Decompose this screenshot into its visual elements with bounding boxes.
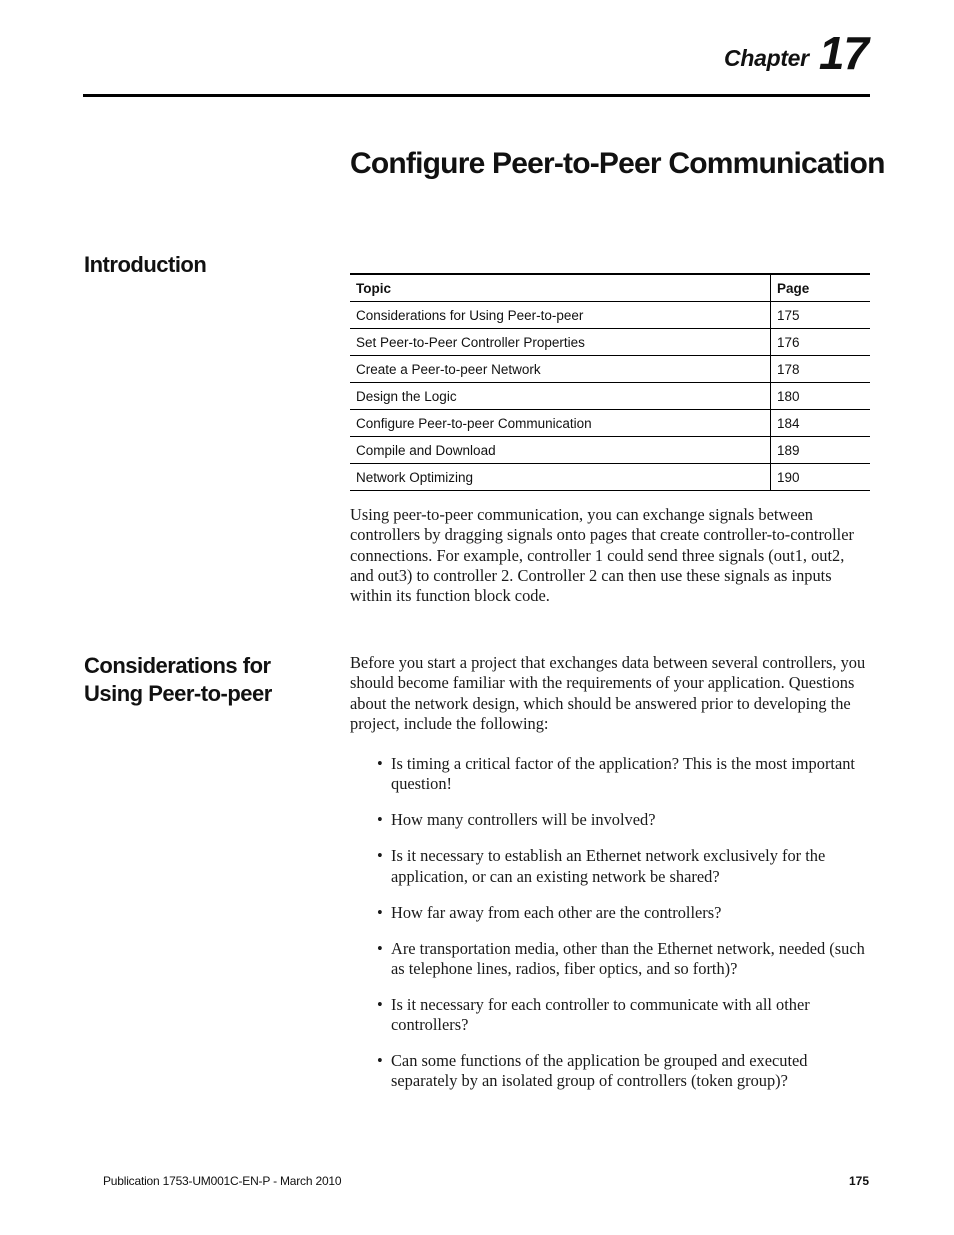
page-cell: 175	[771, 302, 871, 329]
page-title: Configure Peer-to-Peer Communication	[350, 147, 885, 180]
chapter-header	[724, 27, 868, 79]
section-heading-considerations: Considerations for Using Peer-to-peer	[84, 653, 272, 706]
table-row	[350, 437, 870, 464]
considerations-list	[377, 754, 869, 1107]
list-item	[377, 1051, 869, 1092]
page-cell: 184	[771, 410, 871, 437]
list-item	[377, 754, 869, 795]
list-item-text: Can some functions of the application be grouped and executed separately by an isolated group of controllers (token group)?	[391, 1051, 808, 1091]
topic-cell: Network Optimizing	[350, 464, 771, 491]
list-item-text: Is it necessary for each controller to communicate with all other controllers?	[391, 994, 810, 1035]
bullet-glyph: •	[377, 846, 383, 866]
page-cell: 190	[771, 464, 871, 491]
list-item	[377, 903, 869, 923]
topic-table	[350, 273, 870, 491]
page-cell: 178	[771, 356, 871, 383]
intro-paragraph: Using peer-to-peer communication, you can exchange signals between controllers by dragging signals onto pages that create controller-to-controller connections. For example, controller 1 could send three signals (out1, out2, and out3) to controller 2. Controller 2 can then use these signals as inputs within its function block code.	[350, 505, 854, 606]
table-row	[350, 464, 870, 491]
footer-page-number: 175	[848, 1174, 869, 1188]
table-row	[350, 410, 870, 437]
list-item-text: Is timing a critical factor of the application? This is the most important question!	[391, 754, 855, 794]
footer-publication: Publication 1753-UM001C-EN-P - March 2010	[103, 1174, 342, 1188]
list-item	[377, 810, 869, 830]
topic-cell: Configure Peer-to-peer Communication	[350, 410, 771, 437]
table-header-row	[350, 274, 870, 302]
topic-cell: Design the Logic	[350, 383, 771, 410]
table-row	[350, 383, 870, 410]
page-cell: 189	[771, 437, 871, 464]
list-item	[377, 846, 869, 887]
bullet-glyph: •	[377, 754, 383, 773]
bullet-glyph: •	[377, 1051, 383, 1071]
topic-cell: Set Peer-to-Peer Controller Properties	[350, 329, 771, 356]
table-row	[350, 302, 870, 329]
list-item	[377, 939, 869, 980]
list-item-text: How many controllers will be involved?	[391, 810, 656, 830]
list-item	[377, 995, 869, 1036]
topic-cell: Considerations for Using Peer-to-peer	[350, 302, 771, 329]
bullet-glyph: •	[377, 938, 383, 958]
table-row	[350, 356, 870, 383]
list-item-text: How far away from each other are the controllers?	[391, 902, 722, 922]
chapter-number: 17	[818, 27, 868, 79]
column-header-page: Page	[771, 274, 871, 302]
column-header-topic: Topic	[350, 274, 771, 302]
chapter-divider	[83, 94, 870, 97]
page-cell: 180	[771, 383, 871, 410]
page-cell: 176	[771, 329, 871, 356]
bullet-glyph: •	[377, 902, 383, 922]
list-item-text: Are transportation media, other than the Ethernet network, needed (such as telephone lines, radios, fiber optics, and so forth)?	[391, 938, 865, 978]
considerations-paragraph: Before you start a project that exchanges data between several controllers, you should become familiar with the requirements of your application. Questions about the network design, which should be answered prior to developing the project, include the following:	[350, 653, 866, 733]
list-item-text: Is it necessary to establish an Ethernet network exclusively for the application, or can an existing network be shared?	[391, 846, 826, 886]
table-row	[350, 329, 870, 356]
section-heading-introduction: Introduction	[84, 252, 207, 277]
topic-cell: Compile and Download	[350, 437, 771, 464]
bullet-glyph: •	[377, 810, 383, 830]
bullet-glyph: •	[377, 994, 383, 1014]
topic-cell: Create a Peer-to-peer Network	[350, 356, 771, 383]
chapter-label: Chapter	[724, 45, 809, 71]
